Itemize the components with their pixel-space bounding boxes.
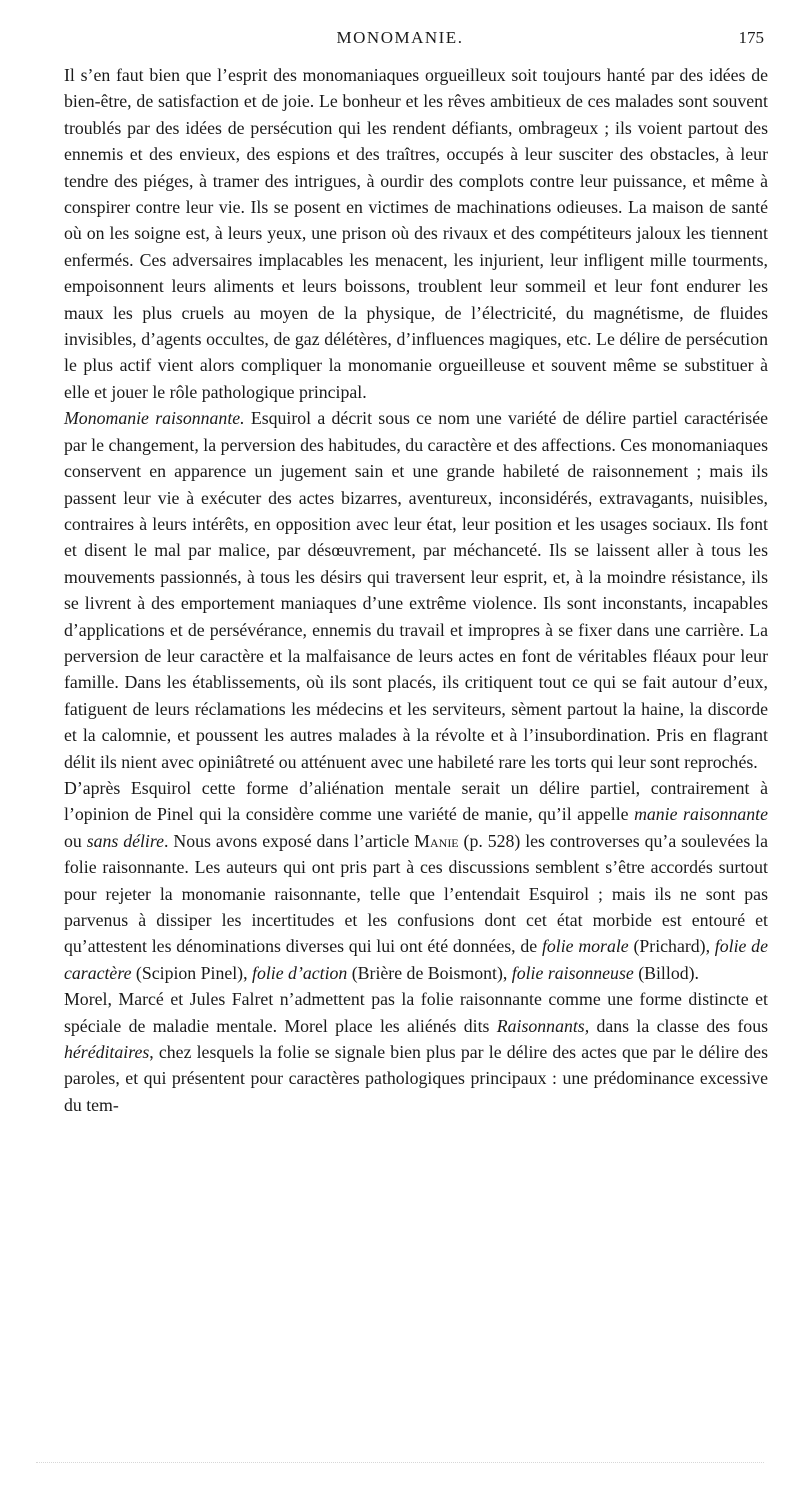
term-folie-de-caractere: folie de caractère bbox=[64, 936, 768, 983]
term-manie-raisonnante: manie raisonnante bbox=[634, 804, 769, 825]
running-head bbox=[36, 28, 764, 54]
term-raisonnants: Raisonnants, bbox=[496, 1015, 590, 1036]
term-folie-d-action: folie d’action bbox=[252, 962, 348, 983]
paragraph-monomanie-raisonnante bbox=[64, 405, 768, 775]
esquirol-text-ou: ou bbox=[64, 830, 87, 851]
term-sans-delire: sans délire bbox=[86, 830, 165, 851]
esquirol-text-d: (Prichard), bbox=[628, 936, 715, 957]
esquirol-text-a: D’après Esquirol cette forme d’aliénation mentale serait un délire partiel, contrairement à l’opinion de Pinel qui la considère comme une variété de manie, qu’il appelle bbox=[64, 777, 768, 825]
section-heading-monomanie-raisonnante: Monomanie raisonnante. bbox=[64, 408, 245, 429]
esquirol-text-c: (p. 528) les controverses qu’a soulevées la folie raisonnante. Les auteurs qui ont pris part à ces discussions semblent s’être accordés surtout pour rejeter la monomanie raisonnante, telle que l’entendait Esquirol ; mais ils ne sont pas parvenus à dissiper les incertitudes et les confusions dont cet état morbide est entouré et qu’attestent les dénominations diverses qui lui ont été données, de bbox=[64, 830, 768, 957]
paragraph-persecution-text: Il s’en faut bien que l’esprit des monomaniaques orgueilleux soit toujours hanté par des idées de bien-être, de satisfaction et de joie. Le bonheur et les rêves ambitieux de ces malades sont souvent troublés par des idées de persécution qui les rendent défiants, ombrageux ; ils voient partout des ennemis et des envieux, des espions et des traîtres, occupés à leur susciter des obstacles, à leur tendre des piéges, à tramer des intrigues, à ourdir des complots contre leur puissance, et même à conspirer contre leur vie. Ils se posent en victimes de machinations odieuses. La maison de santé où on les soigne est, à leurs yeux, une prison où des rivaux et des compétiteurs jaloux les tiennent enfermés. Ces adversaires implacables les menacent, les injurient, leur infligent mille tourments, empoisonnent leurs aliments et leurs boissons, troublent leur sommeil et leur font endurer les maux les plus cruels au moyen de la physique, de l’électricité, du magnétisme, de fluides invisibles, d’agents occultes, de gaz délétères, d’influences magiques, etc. Le délire de persécution le plus actif vient alors compliquer la monomanie orgueilleuse et souvent même se substituer à elle et jouer le rôle pathologique principal. bbox=[64, 65, 768, 402]
term-hereditaires: héréditaires bbox=[64, 1042, 150, 1063]
article-ref-manie: Manie bbox=[414, 830, 459, 851]
running-title: MONOMANIE. bbox=[336, 28, 464, 47]
scan-artifact-line bbox=[36, 1462, 764, 1464]
paragraph-persecution bbox=[64, 62, 768, 405]
morel-text-c: , chez lesquels la folie se signale bien plus par le délire des actes que par le délire des paroles, et qui présentent pour caractères pathologiques principaux : une prédominance excessive du tem- bbox=[64, 1042, 768, 1115]
page-number: 175 bbox=[738, 28, 764, 47]
paragraph-morel bbox=[64, 986, 768, 1118]
paragraph-esquirol bbox=[64, 775, 768, 986]
morel-text-a: Morel, Marcé et Jules Falret n’admettent pas la folie raisonnante comme une forme distincte et spéciale de maladie mentale. Morel place les aliénés dits bbox=[64, 989, 768, 1036]
morel-text-b: dans la classe des fous bbox=[589, 1015, 769, 1036]
term-folie-morale: folie morale bbox=[541, 936, 629, 957]
body-text bbox=[64, 62, 768, 1118]
esquirol-text-g: (Billod). bbox=[633, 962, 699, 983]
esquirol-text-b: . Nous avons exposé dans l’article bbox=[164, 830, 415, 851]
esquirol-text-f: (Brière de Boismont), bbox=[347, 962, 512, 983]
esquirol-text-e: (Scipion Pinel), bbox=[131, 962, 252, 983]
term-folie-raisonneuse: folie raisonneuse bbox=[511, 962, 634, 983]
paragraph-monomanie-raisonnante-text: Esquirol a décrit sous ce nom une variété de délire partiel caractérisée par le changement, la perversion des habitudes, du caractère et des affections. Ces monomaniaques conservent en apparence un jugement sain et une grande habileté de raisonnement ; mais ils passent leur vie à exécuter des actes bizarres, aventureux, inconsidérés, extravagants, nuisibles, contraires à leurs intérêts, en opposition avec leur état, leur position et les usages sociaux. Ils font et disent le mal par malice, par désœuvrement, par méchanceté. Ils se laissent aller à tous les mouvements passionnés, à tous les désirs qui traversent leur esprit, et, à la moindre résistance, ils se livrent à des emportement maniaques d’une extrême violence. Ils sont inconstants, incapables d’applications et de persévérance, ennemis du travail et impropres à se fixer dans une carrière. La perversion de leur caractère et la malfaisance de leurs actes en font de véritables fléaux pour leur famille. Dans les établissements, où ils sont placés, ils critiquent tout ce qui se fait autour d’eux, fatiguent de leurs réclamations les médecins et les serviteurs, sèment partout la haine, la discorde et la calomnie, et poussent les autres malades à la révolte et à l’insubordination. Pris en flagrant délit ils nient avec opiniâtreté ou atténuent avec une habileté rare les torts qui leur sont reprochés. bbox=[64, 408, 768, 772]
